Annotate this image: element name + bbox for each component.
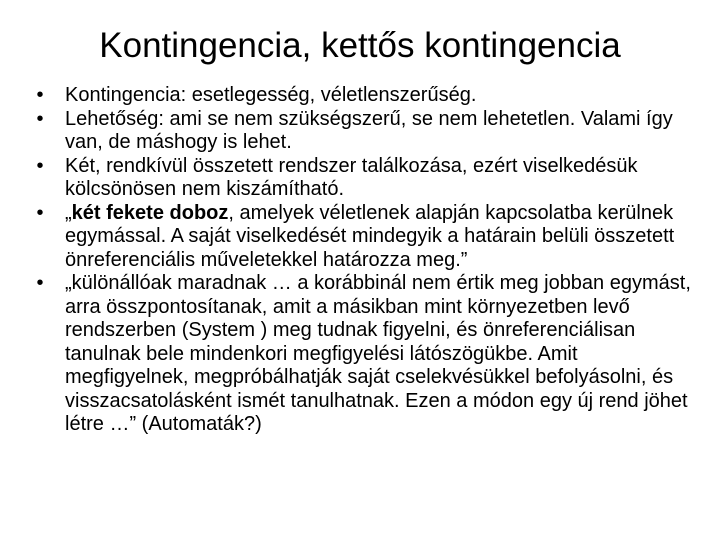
bullet-icon: • <box>36 201 44 224</box>
bullet-icon: • <box>36 272 44 294</box>
bullet-item-5 <box>30 272 706 437</box>
bullet-text-5: „különállóak maradnak … a korábbinál nem értik meg jobban egymást, arra összpontosítanak, amit a másikban mint környezetben levő rendszerben (System ) meg tudnak figyelni, és önreferenciálisan tanulnak bele mindenkori megfigyelési látószögükbe. Amit megfigyelnek, megpróbálhatják saját cselekvésükkel befolyásolni, és visszacsatolásként ismét tanulhatnak. Ezen a módon egy új rend jöhet létre …” (Automaták?) <box>65 272 691 435</box>
bullet-text-4 <box>65 202 706 273</box>
bullet-text-1: Kontingencia: esetlegesség, véletlenszerűség. <box>65 84 477 106</box>
bullet-icon: • <box>36 107 44 130</box>
bullet-item-2 <box>30 108 706 155</box>
bullet-icon: • <box>36 154 44 177</box>
slide-title: Kontingencia, kettős kontingencia <box>99 26 621 65</box>
bullet-text-2: Lehetőség: ami se nem szükségszerű, se nem lehetetlen. Valami így van, de máshogy is lehet. <box>65 107 673 153</box>
bullet-item-4 <box>30 202 706 273</box>
bullet-text-3: Két, rendkívül összetett rendszer találkozása, ezért viselkedésük kölcsönösen nem kiszámítható. <box>65 154 638 200</box>
bullet-4-opening-quote: „ <box>65 201 72 224</box>
bullet-list <box>30 84 706 437</box>
bullet-4-bold-phrase: két fekete doboz <box>71 201 229 224</box>
bullet-icon: • <box>36 84 44 106</box>
bullet-item-1 <box>30 84 706 108</box>
bullet-item-3 <box>30 155 706 202</box>
bullet-4-rest: , amelyek véletlenek alapján kapcsolatba kerülnek egymással. A saját viselkedését mindegyik a határain belüli összetett önreferenciális műveletekkel határozza meg.” <box>65 201 675 271</box>
